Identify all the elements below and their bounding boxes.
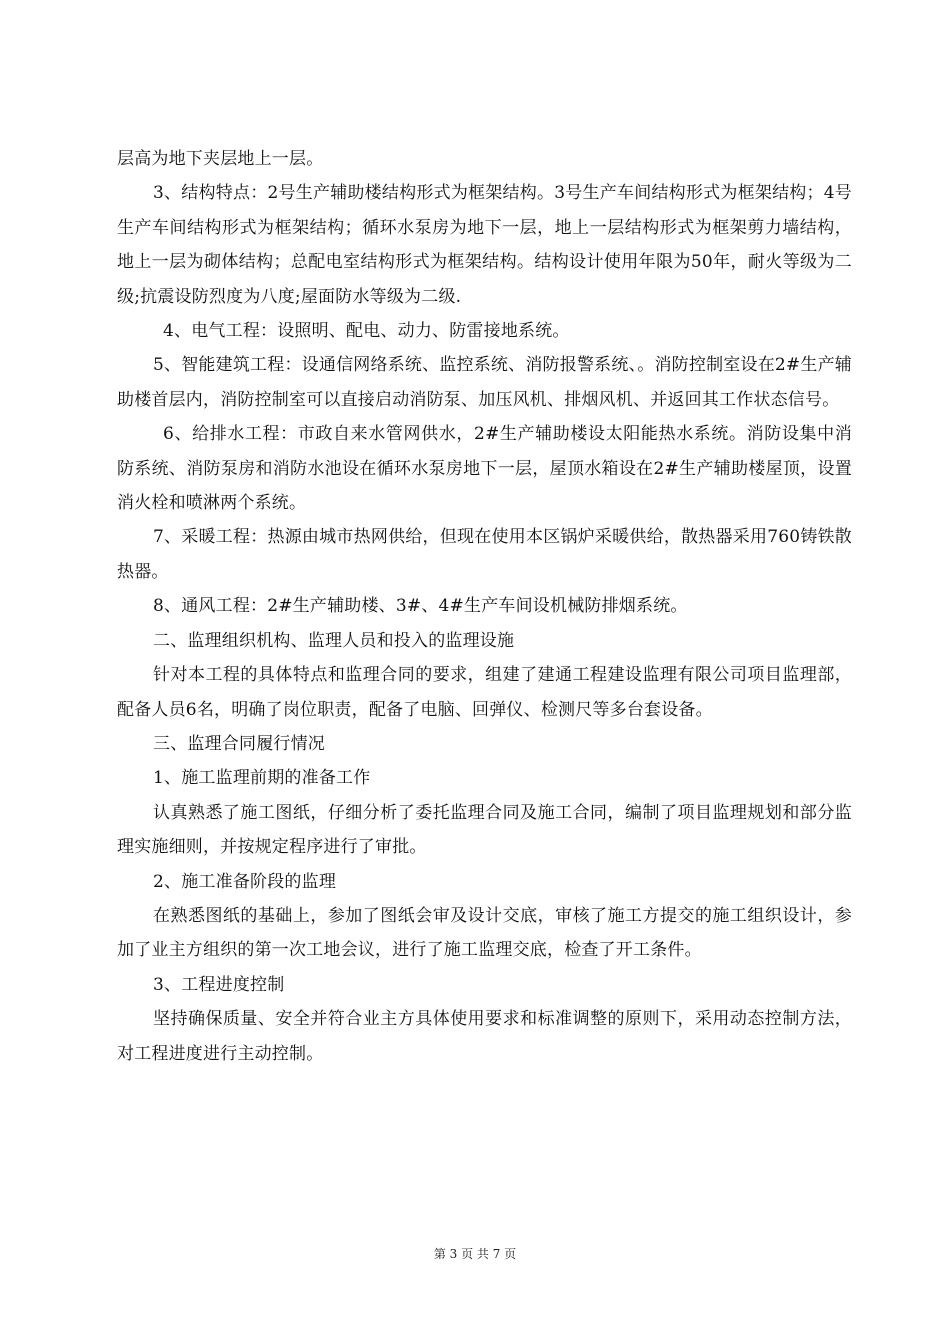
paragraph-floor-height: 层高为地下夹层地上一层。 [117,149,324,169]
heading-preparation-stage: 2、施工准备阶段的监理 [153,871,337,892]
heading-contract-performance: 三、监理合同履行情况 [153,733,325,754]
paragraph-structure: 3、结构特点：2号生产辅助楼结构形式为框架结构。3号生产车间结构形式为框架结构；4号生产车间结构形式为框架结构；循环水泵房为地下一层，地上一层结构形式为框架剪力墙结构，地上一层为砌体结构；总配电室结构形式为框架结构。结构设计使用年限为50年，耐火等级为二级;抗震设防烈度为八度;屋面防水等级为二级. [117,183,852,307]
heading-progress-control: 3、工程进度控制 [153,974,285,995]
paragraph-intelligent-building: 5、智能建筑工程：设通信网络系统、监控系统、消防报警系统、。消防控制室设在2#生产辅助楼首层内，消防控制室可以直接启动消防泵、加压风机、排烟风机、并返回其工作状态信号。 [117,355,852,410]
paragraph-preparation-stage: 在熟悉图纸的基础上，参加了图纸会审及设计交底，审核了施工方提交的施工组织设计，参加了业主方组织的第一次工地会议，进行了施工监理交底，检查了开工条件。 [117,905,852,961]
heading-preparation-work: 1、施工监理前期的准备工作 [153,768,371,789]
paragraph-progress-control: 坚持确保质量、安全并符合业主方具体使用要求和标准调整的原则下，采用动态控制方法，对工程进度进行主动控制。 [117,1009,852,1064]
body-text [117,142,852,1071]
page-number: 第 3 页 共 7 页 [433,1247,517,1261]
heading-supervision-organization: 二、监理组织机构、监理人员和投入的监理设施 [153,630,515,651]
paragraph-water-supply: 6、给排水工程：市政自来水管网供水，2#生产辅助楼设太阳能热水系统。消防设集中消防系统、消防泵房和消防水池设在循环水泵房地下一层，屋顶水箱设在2#生产辅助楼屋顶，设置消火栓和喷淋两个系统。 [117,424,852,514]
paragraph-supervision-staff: 针对本工程的具体特点和监理合同的要求，组建了建通工程建设监理有限公司项目监理部，配备人员6名，明确了岗位职责，配备了电脑、回弹仪、检测尺等多台套设备。 [117,665,852,720]
paragraph-preparation-work: 认真熟悉了施工图纸，仔细分析了委托监理合同及施工合同，编制了项目监理规划和部分监理实施细则，并按规定程序进行了审批。 [117,802,852,858]
paragraph-ventilation: 8、通风工程：2#生产辅助楼、3#、4#生产车间设机械防排烟系统。 [153,596,688,617]
paragraph-electrical: 4、电气工程：设照明、配电、动力、防雷接地系统。 [163,321,570,342]
paragraph-heating: 7、采暖工程：热源由城市热网供给，但现在使用本区锅炉采暖供给，散热器采用760铸铁散热器。 [117,527,852,582]
